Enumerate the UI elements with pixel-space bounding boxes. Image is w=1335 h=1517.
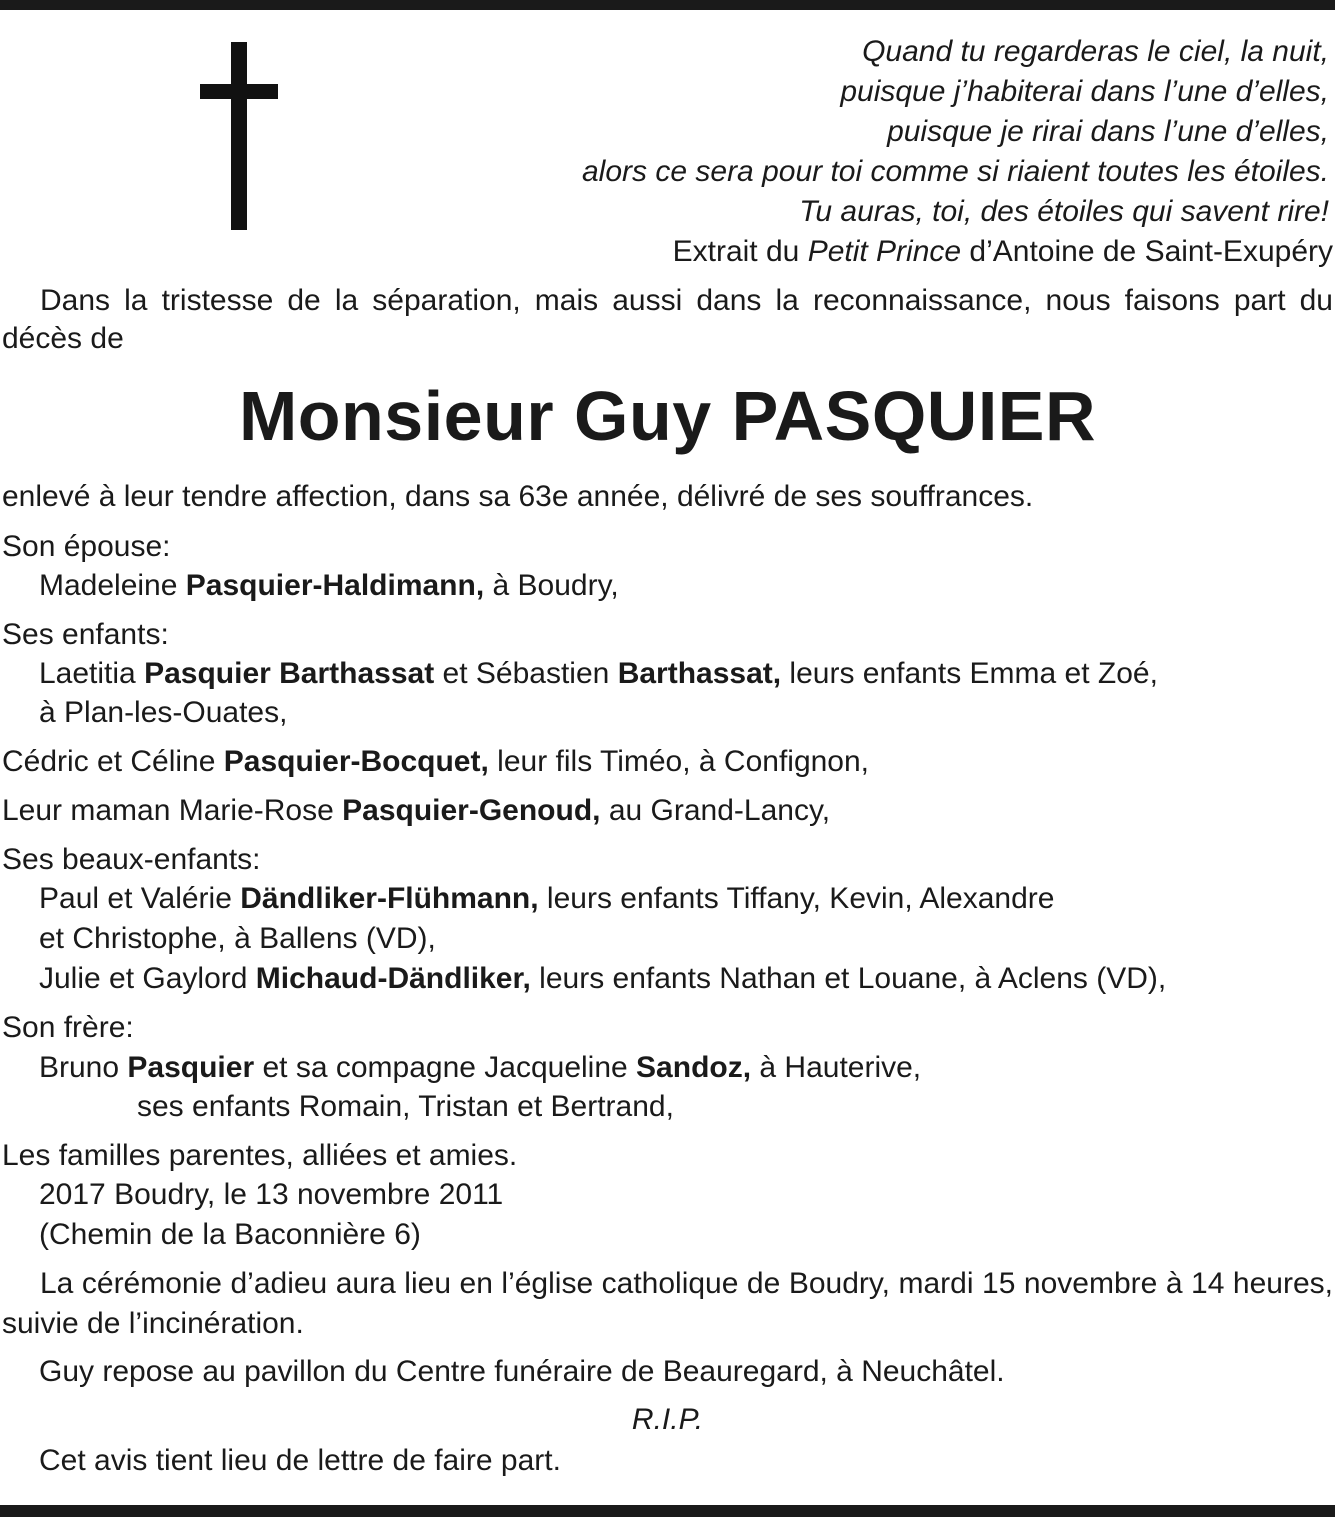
rest-place: Guy repose au pavillon du Centre funéraire de Beauregard, à Neuchâtel. bbox=[39, 1355, 1005, 1388]
deceased-name: Monsieur Guy PASQUIER bbox=[238, 377, 1097, 455]
stepchild-line: Julie et Gaylord Michaud-Dändliker, leurs enfants Nathan et Louane, à Aclens (VD), bbox=[39, 962, 1167, 995]
epigraph-line: Tu auras, toi, des étoiles qui savent rire! bbox=[799, 195, 1329, 228]
stepchild-line-cont: et Christophe, à Ballens (VD), bbox=[39, 922, 436, 955]
street-address: (Chemin de la Baconnière 6) bbox=[39, 1218, 421, 1251]
children-heading: Ses enfants: bbox=[2, 618, 169, 651]
child-line-cont: à Plan-les-Ouates, bbox=[39, 696, 288, 729]
subtitle: enlevé à leur tendre affection, dans sa 63e année, délivré de ses souffrances. bbox=[2, 480, 1034, 513]
epigraph-line: puisque je rirai dans l’une d’elles, bbox=[887, 115, 1329, 148]
notice-line: Cet avis tient lieu de lettre de faire part. bbox=[39, 1444, 561, 1477]
families-line: Les familles parentes, alliées et amies. bbox=[2, 1139, 518, 1172]
brother-line: Bruno Pasquier et sa compagne Jacqueline Sandoz, à Hauterive, bbox=[39, 1051, 922, 1084]
brother-line-cont: ses enfants Romain, Tristan et Bertrand, bbox=[137, 1090, 674, 1123]
epigraph-source: Extrait du Petit Prince d’Antoine de Saint-Exupéry bbox=[672, 235, 1333, 268]
place-date: 2017 Boudry, le 13 novembre 2011 bbox=[39, 1178, 504, 1211]
ceremony-paragraph: La cérémonie d’adieu aura lieu en l’église catholique de Boudry, mardi 15 novembre à 14 heures, suivie de l’incinération. bbox=[2, 1267, 1333, 1340]
child-line: Laetitia Pasquier Barthassat et Sébastien Barthassat, leurs enfants Emma et Zoé, bbox=[39, 657, 1158, 690]
bottom-rule bbox=[0, 1505, 1335, 1517]
stepchildren-heading: Ses beaux-enfants: bbox=[2, 843, 261, 876]
intro-paragraph: Dans la tristesse de la séparation, mais aussi dans la reconnaissance, nous faisons part du décès de bbox=[2, 284, 1333, 355]
cross-icon bbox=[200, 42, 280, 232]
spouse-heading: Son épouse: bbox=[2, 530, 171, 563]
epigraph bbox=[582, 32, 1329, 232]
top-rule bbox=[0, 0, 1335, 10]
stepchild-line: Paul et Valérie Dändliker-Flühmann, leurs enfants Tiffany, Kevin, Alexandre bbox=[39, 882, 1055, 915]
spouse-line: Madeleine Pasquier-Haldimann, à Boudry, bbox=[39, 569, 619, 602]
child-line: Cédric et Céline Pasquier-Bocquet, leur fils Timéo, à Confignon, bbox=[2, 745, 870, 778]
epigraph-line: alors ce sera pour toi comme si riaient toutes les étoiles. bbox=[582, 155, 1329, 188]
brother-heading: Son frère: bbox=[2, 1011, 134, 1044]
epigraph-line: puisque j’habiterai dans l’une d’elles, bbox=[840, 75, 1329, 108]
rip-text: R.I.P. bbox=[631, 1403, 704, 1436]
mother-line: Leur maman Marie-Rose Pasquier-Genoud, au Grand-Lancy, bbox=[2, 794, 831, 827]
epigraph-line: Quand tu regarderas le ciel, la nuit, bbox=[862, 35, 1329, 68]
